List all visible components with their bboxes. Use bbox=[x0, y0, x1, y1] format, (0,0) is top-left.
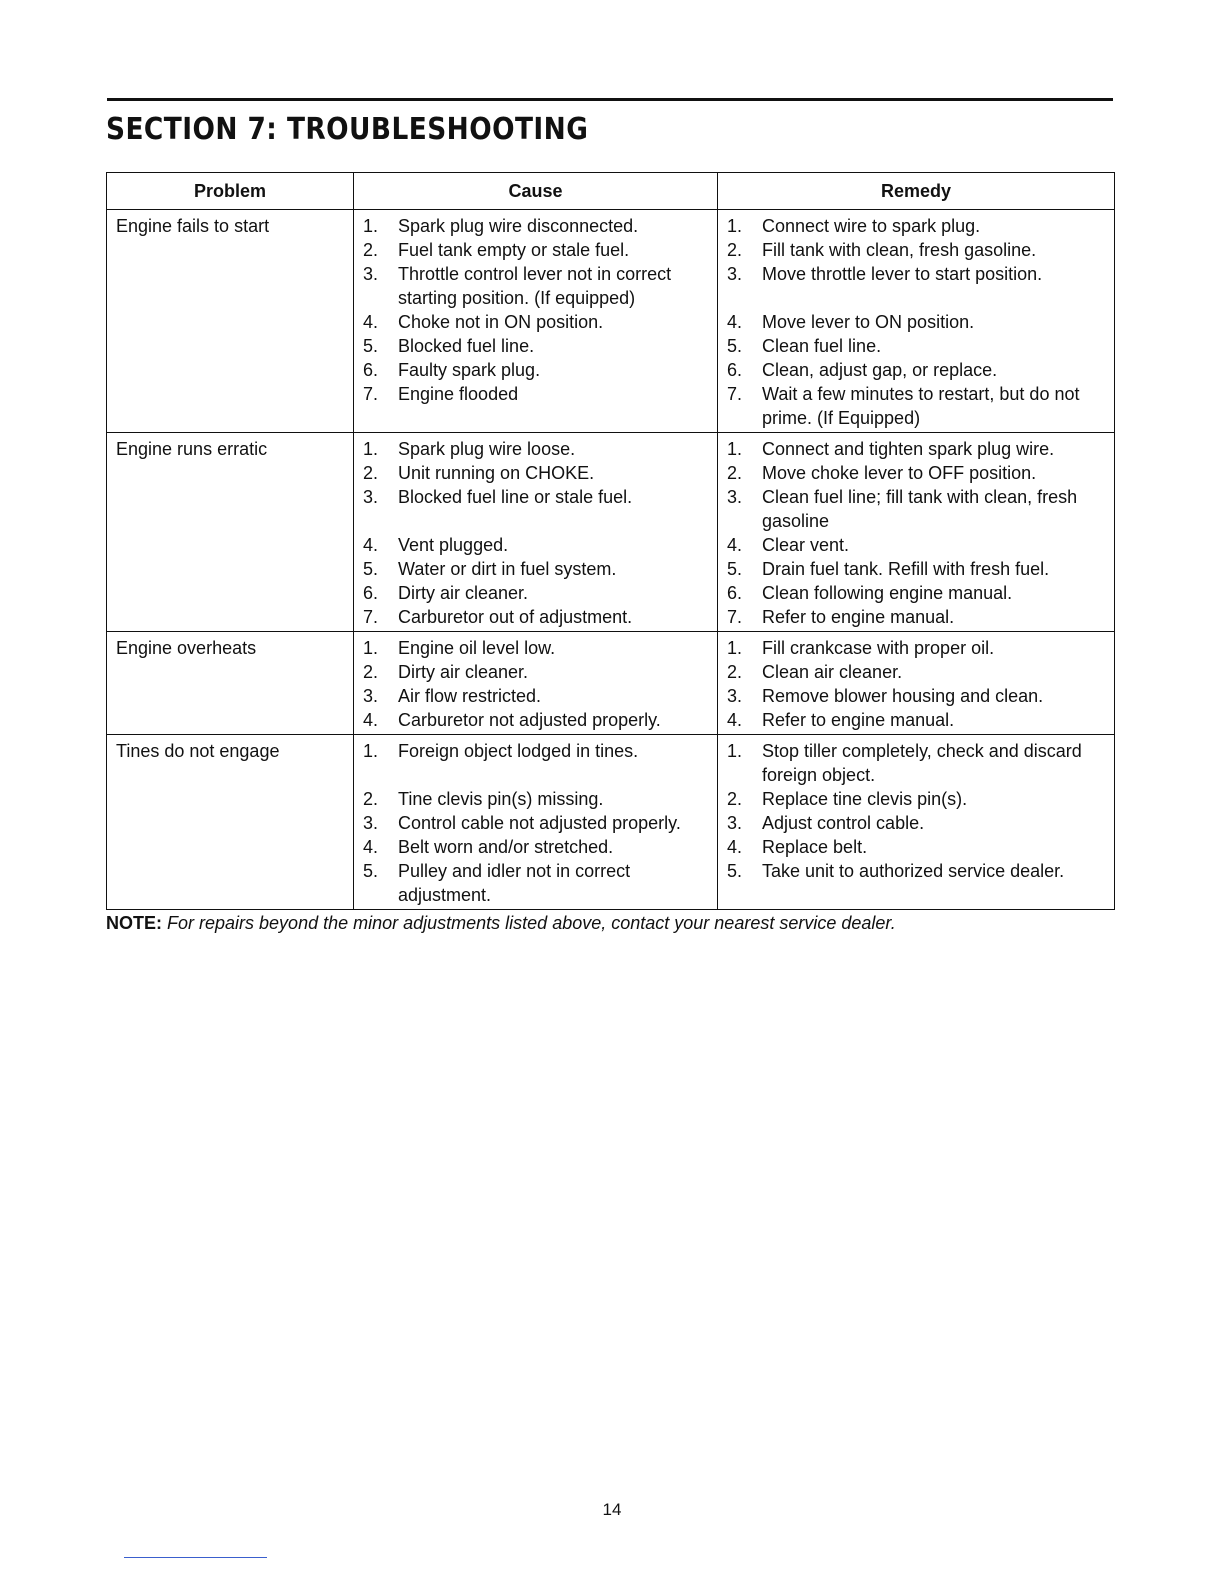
remedy-item: 3. Remove blower housing and clean. bbox=[727, 686, 1044, 706]
cause-item: 3. Control cable not adjusted properly. bbox=[363, 813, 681, 833]
remedy-item: 2. Clean air cleaner. bbox=[727, 662, 903, 682]
remedy-cell bbox=[718, 433, 1115, 632]
remedy-item: 1. Stop tiller completely, check and discard foreign object. bbox=[727, 741, 1082, 785]
troubleshooting-table bbox=[106, 172, 1115, 910]
remedy-item: 7. Refer to engine manual. bbox=[727, 607, 955, 627]
remedy-item: 4. Refer to engine manual. bbox=[727, 710, 955, 730]
remedy-item: 5. Clean fuel line. bbox=[727, 336, 882, 356]
cause-item: 7. Carburetor out of adjustment. bbox=[363, 607, 633, 627]
cause-item: 6. Faulty spark plug. bbox=[363, 360, 541, 380]
cause-item: 1. Spark plug wire loose. bbox=[363, 439, 576, 459]
cause-item: 6. Dirty air cleaner. bbox=[363, 583, 529, 603]
remedy-item: 2. Replace tine clevis pin(s). bbox=[727, 789, 968, 809]
section-title: SECTION 7: TROUBLESHOOTING bbox=[106, 112, 589, 147]
remedy-cell bbox=[718, 210, 1115, 433]
remedy-cell bbox=[718, 735, 1115, 910]
header-cause: Cause bbox=[354, 173, 718, 210]
note-label: NOTE: bbox=[106, 913, 162, 933]
table-row bbox=[107, 210, 1115, 433]
cause-item: 5. Pulley and idler not in correct adjustment. bbox=[363, 861, 631, 905]
remedy-item: 1. Fill crankcase with proper oil. bbox=[727, 638, 995, 658]
remedy-item: 2. Move choke lever to OFF position. bbox=[727, 463, 1037, 483]
remedy-item: 3. Clean fuel line; fill tank with clean, fresh gasoline bbox=[727, 487, 1078, 531]
cause-item: 2. Fuel tank empty or stale fuel. bbox=[363, 240, 630, 260]
page-number: 14 bbox=[602, 1500, 622, 1519]
note bbox=[106, 913, 896, 934]
remedy-item: 3. Move throttle lever to start position. bbox=[727, 264, 1043, 284]
remedy-cell bbox=[718, 632, 1115, 735]
cause-item: 1. Foreign object lodged in tines. bbox=[363, 741, 639, 761]
cause-item: 2. Dirty air cleaner. bbox=[363, 662, 529, 682]
remedy-item: 5. Take unit to authorized service dealer. bbox=[727, 861, 1065, 881]
cause-item: 4. Choke not in ON position. bbox=[363, 312, 604, 332]
remedy-item: 2. Fill tank with clean, fresh gasoline. bbox=[727, 240, 1037, 260]
remedy-item: 6. Clean following engine manual. bbox=[727, 583, 1013, 603]
cause-item: 4. Belt worn and/or stretched. bbox=[363, 837, 614, 857]
cause-item: 7. Engine flooded bbox=[363, 384, 519, 404]
cause-item: 3. Air flow restricted. bbox=[363, 686, 542, 706]
problem-cell: Engine overheats bbox=[107, 632, 354, 735]
remedy-item: 3. Adjust control cable. bbox=[727, 813, 925, 833]
table-row bbox=[107, 433, 1115, 632]
top-rule bbox=[107, 98, 1113, 101]
remedy-item: 1. Connect and tighten spark plug wire. bbox=[727, 439, 1055, 459]
bottom-link-line bbox=[124, 1557, 267, 1558]
note-text: For repairs beyond the minor adjustments listed above, contact your nearest service dealer. bbox=[167, 913, 896, 933]
cause-cell bbox=[354, 735, 718, 910]
cause-item: 1. Engine oil level low. bbox=[363, 638, 556, 658]
remedy-item: 7. Wait a few minutes to restart, but do not prime. (If Equipped) bbox=[727, 384, 1080, 428]
table-header-row bbox=[107, 173, 1115, 210]
cause-item: 5. Blocked fuel line. bbox=[363, 336, 535, 356]
cause-item: 2. Tine clevis pin(s) missing. bbox=[363, 789, 604, 809]
cause-cell bbox=[354, 632, 718, 735]
problem-cell: Engine fails to start bbox=[107, 210, 354, 433]
remedy-item: 4. Replace belt. bbox=[727, 837, 868, 857]
cause-item: 5. Water or dirt in fuel system. bbox=[363, 559, 617, 579]
cause-item: 2. Unit running on CHOKE. bbox=[363, 463, 595, 483]
header-problem: Problem bbox=[107, 173, 354, 210]
cause-item: 3. Throttle control lever not in correct starting position. (If equipped) bbox=[363, 264, 672, 308]
header-remedy: Remedy bbox=[718, 173, 1115, 210]
cause-item: 3. Blocked fuel line or stale fuel. bbox=[363, 487, 633, 507]
remedy-item: 4. Clear vent. bbox=[727, 535, 850, 555]
problem-cell: Tines do not engage bbox=[107, 735, 354, 910]
cause-cell bbox=[354, 433, 718, 632]
cause-item: 4. Carburetor not adjusted properly. bbox=[363, 710, 661, 730]
table-row bbox=[107, 735, 1115, 910]
cause-cell bbox=[354, 210, 718, 433]
remedy-item: 4. Move lever to ON position. bbox=[727, 312, 975, 332]
problem-cell: Engine runs erratic bbox=[107, 433, 354, 632]
cause-item: 4. Vent plugged. bbox=[363, 535, 509, 555]
remedy-item: 5. Drain fuel tank. Refill with fresh fuel. bbox=[727, 559, 1050, 579]
table-row bbox=[107, 632, 1115, 735]
cause-item: 1. Spark plug wire disconnected. bbox=[363, 216, 639, 236]
remedy-item: 1. Connect wire to spark plug. bbox=[727, 216, 981, 236]
remedy-item: 6. Clean, adjust gap, or replace. bbox=[727, 360, 998, 380]
